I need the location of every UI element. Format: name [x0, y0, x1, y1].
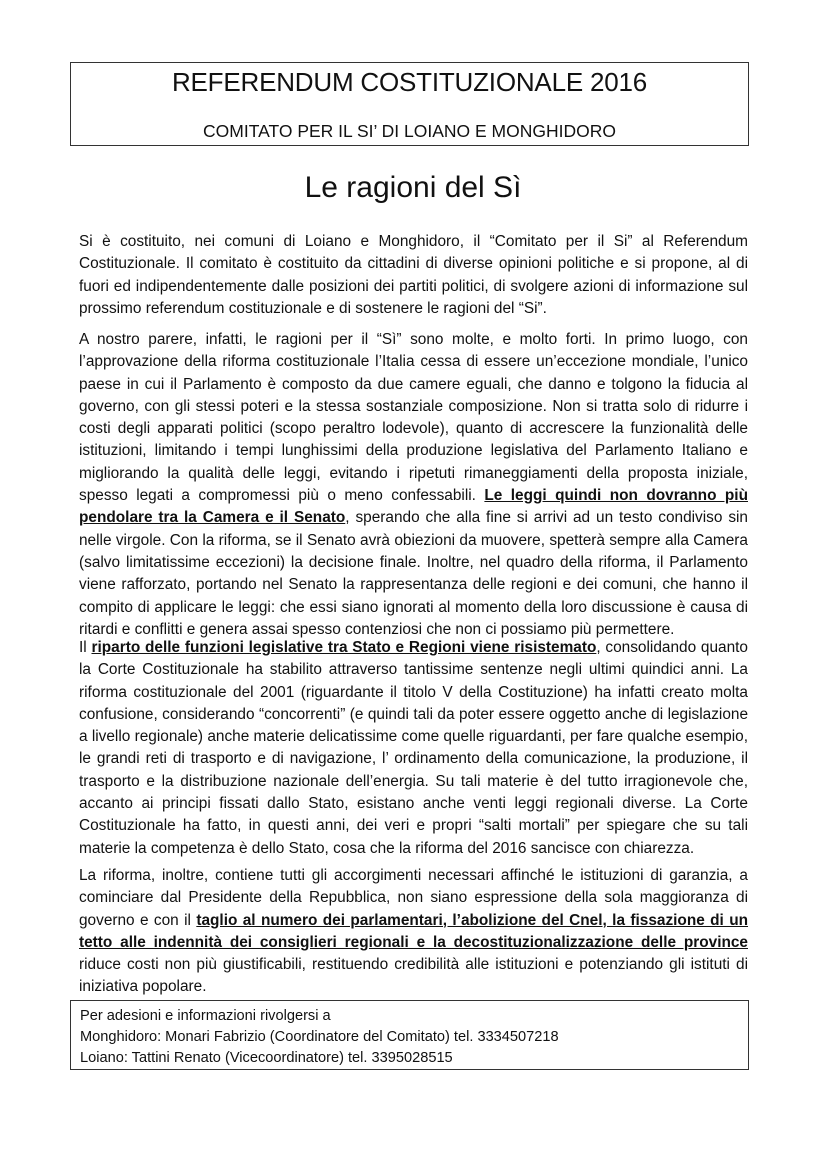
highlighted-text: Le leggi quindi non dovranno più pendolare tra la Camera e il Senato: [79, 487, 748, 527]
paragraph-text: , consolidando quanto la Corte Costituzionale ha stabilito attraverso tantissime sentenze negli ultimi quindici anni. La riforma costituzionale del 2001 (riguardante il titolo V della Costituzione) ha infatti creato molta confusione, considerando “concorrenti” (e quindi tali da poter essere oggetto anche di legislazione a livello regionale) anche materie delicatissime come quelle riguardanti, per fare qualche esempio, le grandi reti di trasporto e di navigazione, l’ ordinamento della comunicazione, la produzione, il trasporto e la distribuzione nazionale dell’energia. Su tali materie è del tutto irragionevole che, accanto ai principi fissati dallo Stato, esistano anche venti leggi regionali diverse. La Corte Costituzionale ha fatto, in questi anni, dei veri e propri “salti mortali” per spiegare che su tali materie la competenza è dello Stato, cosa che la riforma del 2016 sancisce con chiarezza.: [79, 639, 748, 857]
page-title: Le ragioni del Sì: [304, 171, 522, 204]
header-subtitle: COMITATO PER IL SI’ DI LOIANO E MONGHIDORO: [203, 121, 616, 141]
paragraph-text: A nostro parere, infatti, le ragioni per il “Sì” sono molte, e molto forti. In primo luogo, con l’approvazione della riforma costituzionale l’Italia cessa di essere un’eccezione mondiale, l’unico paese in cui il Parlamento è composto da due camere eguali, che danno e tolgono la fiducia al governo, con gli stessi poteri e la stessa sostanziale composizione. Non si tratta solo di ridurre i costi degli apparati politici (scopo peraltro lodevole), quanto di accrescere la funzionalità delle istituzioni, limitando i tempi lunghissimi della produzione legislativa del Parlamento Italiano e migliorando la qualità delle leggi, evitando i ripetuti rimaneggiamenti della proposta iniziale, spesso legati a compromessi più o meno confessabili.: [79, 331, 748, 505]
contact-intro: Per adesioni e informazioni rivolgersi a: [80, 1008, 331, 1024]
paragraph-text: riduce costi non più giustificabili, restituendo credibilità alle istituzioni e potenziando gli istituti di iniziativa popolare.: [79, 956, 748, 996]
paragraph-text: , sperando che alla fine si arrivi ad un testo condiviso sin nelle virgole. Con la riforma, se il Senato avrà obiezioni da muovere, spetterà sempre alla Camera (salvo limitatissime eccezioni) la decisione finale. Inoltre, nel quadro della riforma, il Parlamento viene rafforzato, portando nel Senato la rappresentanza delle regioni e dei comuni, che hanno il compito di applicare le leggi: che essi siano ignorati al momento della loro discussione è causa di ritardi e conflitti e genera assai spesso contenziosi che non ci possiamo più permettere.: [79, 509, 748, 638]
header-box: [70, 62, 749, 146]
contact-box: [70, 1000, 749, 1070]
contact-line-monghidoro: Monghidoro: Monari Fabrizio (Coordinatore del Comitato) tel. 3334507218: [80, 1029, 559, 1045]
highlighted-text: taglio al numero dei parlamentari, l’abolizione del Cnel, la fissazione di un tetto alle indennità dei consiglieri regionali e la decostituzionalizzazione delle province: [79, 911, 749, 951]
contact-line-loiano: Loiano: Tattini Renato (Vicecoordinatore) tel. 3395028515: [80, 1050, 453, 1066]
paragraph-reasons: [79, 329, 748, 641]
header-title: REFERENDUM COSTITUZIONALE 2016: [171, 67, 648, 97]
highlighted-text: riparto delle funzioni legislative tra Stato e Regioni viene risistemato: [91, 639, 597, 656]
paragraph-legislative-functions: [79, 637, 748, 860]
paragraph-guarantee-institutions: [79, 865, 748, 999]
paragraph-intro: [79, 231, 748, 320]
paragraph-text: La riforma, inoltre, contiene tutti gli accorgimenti necessari affinché le istituzioni di garanzia, a cominciare dal Presidente della Repubblica, non siano espressione della sola maggioranza di governo e con il: [79, 867, 748, 929]
paragraph-text: Il: [79, 639, 92, 656]
paragraph-text: Si è costituito, nei comuni di Loiano e Monghidoro, il “Comitato per il Si” al Referendum Costituzionale. Il comitato è costituito da cittadini di diverse opinioni politiche e si propone, al di fuori ed indipendentemente dalle posizioni dei partiti politici, di svolgere azioni di informazione sul prossimo referendum costituzionale e di sostenere le ragioni del “Si”.: [79, 233, 748, 317]
